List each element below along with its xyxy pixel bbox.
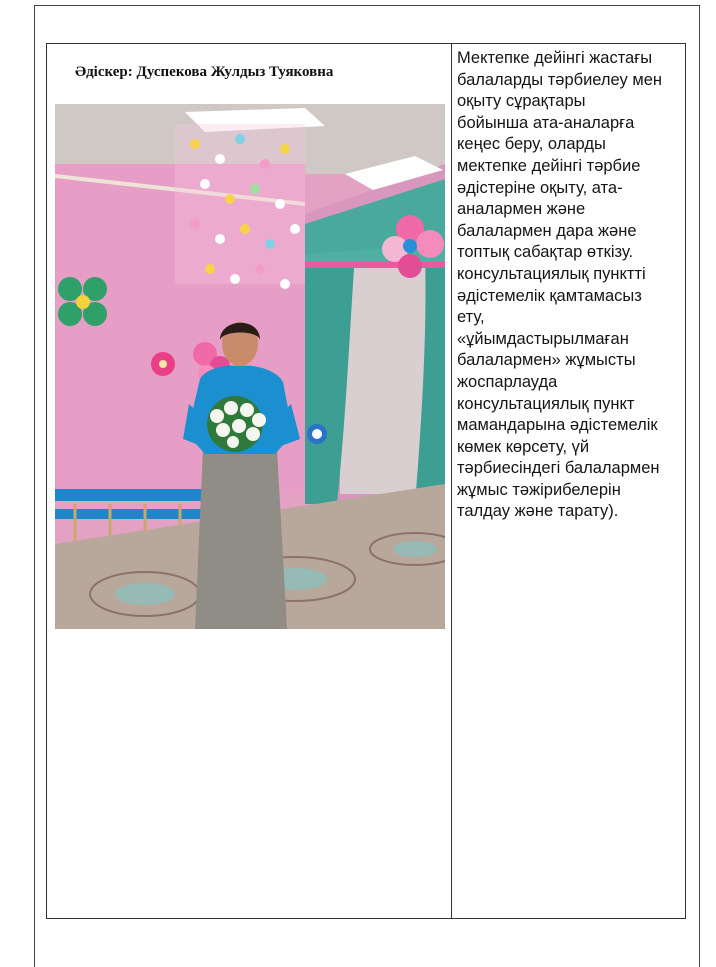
description-line: кеңес беру, оларды [457, 135, 606, 154]
description-line: консультациялық пунктті [457, 264, 646, 283]
description-line: әдістеріне оқыту, ата- [457, 178, 623, 197]
description-line: жоспарлауда [457, 372, 558, 391]
description-line: балаларды тәрбиелеу мен [457, 70, 663, 89]
description-line: бойынша ата-аналарға [457, 113, 635, 132]
description-line: аналармен және [457, 200, 586, 219]
description-line: жұмыс тәжірибелерін [457, 480, 621, 499]
description-line: ету, [457, 308, 485, 327]
description-line: мектепке дейінгі тәрбие [457, 156, 641, 175]
description-line: мамандарына әдістемелік [457, 416, 658, 435]
description-line: балалармен дара және [457, 221, 637, 240]
description-line: әдістемелік қамтамасыз [457, 286, 642, 305]
description-line: балалармен» жұмысты [457, 351, 636, 370]
description-line: «ұйымдастырылмаған [457, 329, 629, 348]
description-line: Мектепке дейінгі жастағы [457, 49, 653, 67]
description-text [457, 48, 683, 523]
photo [55, 104, 445, 629]
column-divider [451, 44, 452, 918]
description-line: оқыту сұрақтары [457, 92, 586, 111]
description-line: тәрбиесіндегі балалармен [457, 459, 660, 478]
description-line: консультациялық пункт [457, 394, 635, 413]
photo-illustration [55, 104, 445, 629]
description-line: көмек көрсету, үй [457, 437, 590, 456]
description-line: талдау және тарату). [457, 502, 619, 521]
description-line: топтық сабақтар өткізу. [457, 243, 634, 262]
content-table [46, 43, 686, 919]
author-name: Әдіскер: Дуспекова Жулдыз Туяковна [75, 64, 334, 80]
